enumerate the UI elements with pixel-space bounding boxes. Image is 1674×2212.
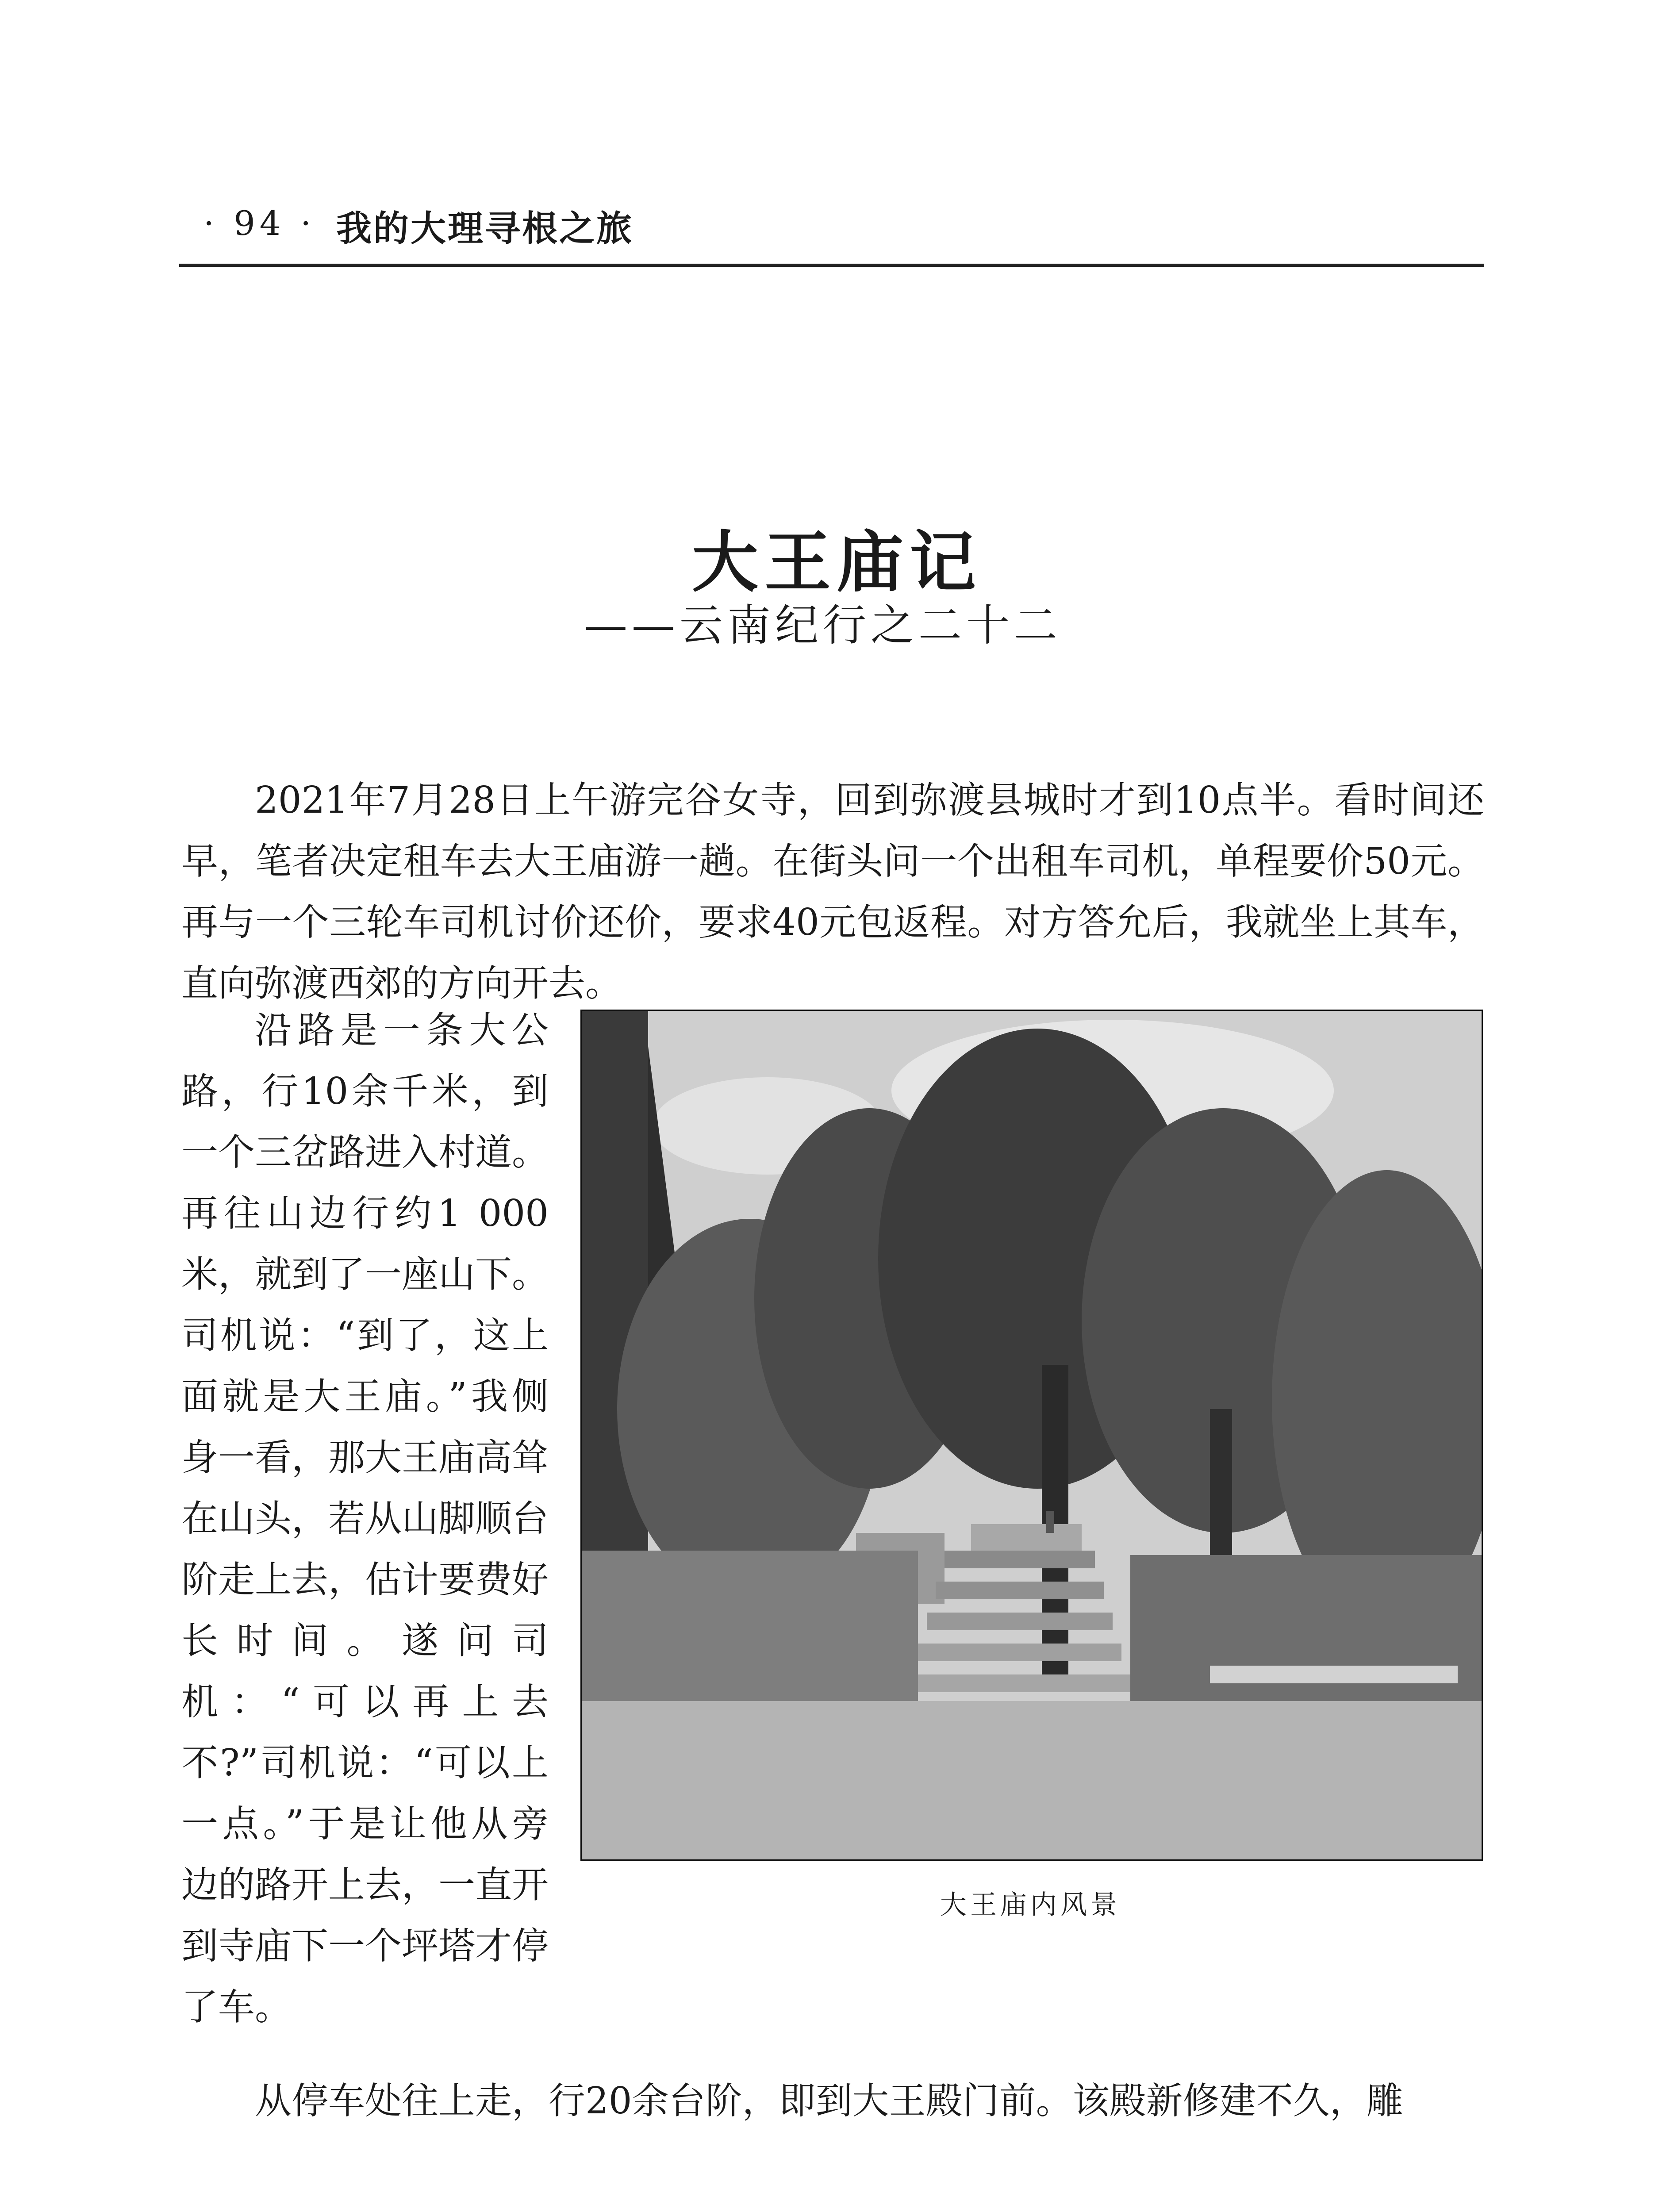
article-title: 大王庙记 — [691, 523, 982, 601]
paragraph-2: 沿路是一条大公路，行10余千米，到一个三岔路进入村道。再往山边行约1 000米，就到了一座山下。司机说：“到了，这上面就是大王庙。”我侧身一看，那大王庙高耸在山头，若从山脚顺台阶走上去，估计要费好长时间。遂问司机：“可以再上去不?”司机说：“可以上一点。”于是让他从旁边的路开上去，一直开到寺庙下一个坪塔才停了车。 — [181, 1009, 549, 2028]
page-header — [179, 195, 1484, 257]
temple-scenery-photo — [580, 1010, 1483, 1861]
running-book-title: 我的大理寻根之旅 — [336, 208, 634, 249]
page-number: · 94 · — [203, 204, 316, 243]
paragraph-1: 2021年7月28日上午游完谷女寺，回到弥渡县城时才到10点半。看时间还早，笔者决定租车去大王庙游一趟。在街头问一个出租车司机，单程要价50元。再与一个三轮车司机讨价还价，要求40元包返程。对方答允后，我就坐上其车，直向弥渡西郊的方向开去。 — [181, 779, 1484, 1005]
article-subtitle: ——云南纪行之二十二 — [584, 600, 1062, 651]
paragraph-3: 从停车处往上走，行20余台阶，即到大王殿门前。该殿新修建不久，雕 — [255, 2079, 1403, 2122]
header-divider — [179, 264, 1484, 267]
photo-caption: 大王庙内风景 — [940, 1889, 1121, 1920]
